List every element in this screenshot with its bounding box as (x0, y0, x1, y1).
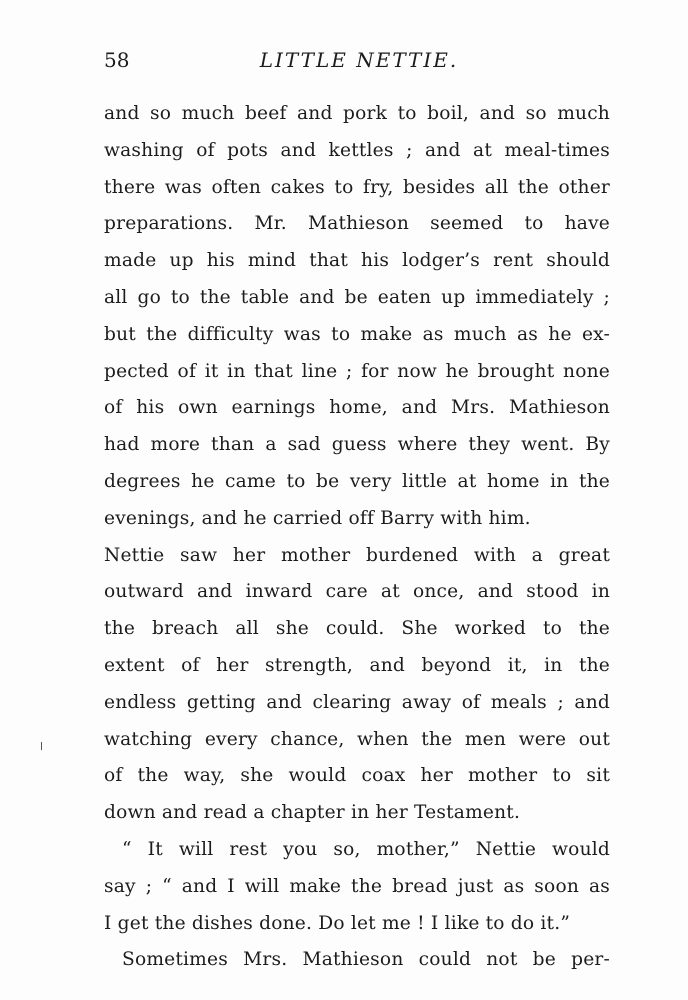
text-line: watching every chance, when the men were out (104, 728, 610, 750)
text-line: say ; “ and I will make the bread just as soon as (104, 875, 610, 897)
text-line: all go to the table and be eaten up immediately ; (104, 286, 610, 308)
text-line: outward and inward care at once, and stood in (104, 581, 610, 603)
margin-speck (41, 742, 42, 750)
text-line: of his own earnings home, and Mrs. Mathieson (104, 397, 610, 419)
text-line: Nettie saw her mother burdened with a great (104, 544, 610, 566)
page-number: 58 (104, 48, 130, 72)
text-line: there was often cakes to fry, besides all the other (104, 176, 610, 198)
text-line: “ It will rest you so, mother,” Nettie would (122, 838, 610, 860)
text-line: pected of it in that line ; for now he brought none (104, 360, 610, 382)
text-line: preparations. Mr. Mathieson seemed to have (104, 213, 610, 235)
text-line: evenings, and he carried off Barry with him. (104, 507, 531, 529)
text-line: endless getting and clearing away of meals ; and (104, 691, 610, 713)
text-line: washing of pots and kettles ; and at meal-times (104, 139, 610, 161)
text-line: the breach all she could. She worked to the (104, 618, 610, 640)
text-line: but the difficulty was to make as much as he ex- (104, 323, 610, 345)
text-line: had more than a sad guess where they went. By (104, 434, 610, 456)
text-line: of the way, she would coax her mother to sit (104, 765, 610, 787)
running-title: LITTLE NETTIE. (259, 48, 459, 72)
text-line: Sometimes Mrs. Mathieson could not be per- (122, 949, 610, 971)
body-text (104, 96, 610, 979)
text-line: down and read a chapter in her Testament. (104, 802, 521, 824)
text-line: made up his mind that his lodger’s rent should (104, 250, 610, 272)
text-line: I get the dishes done. Do let me ! I like to do it.” (104, 912, 571, 934)
text-line: and so much beef and pork to boil, and so much (104, 103, 610, 124)
text-line: extent of her strength, and beyond it, in the (104, 654, 610, 676)
text-line: degrees he came to be very little at home in the (104, 470, 610, 492)
